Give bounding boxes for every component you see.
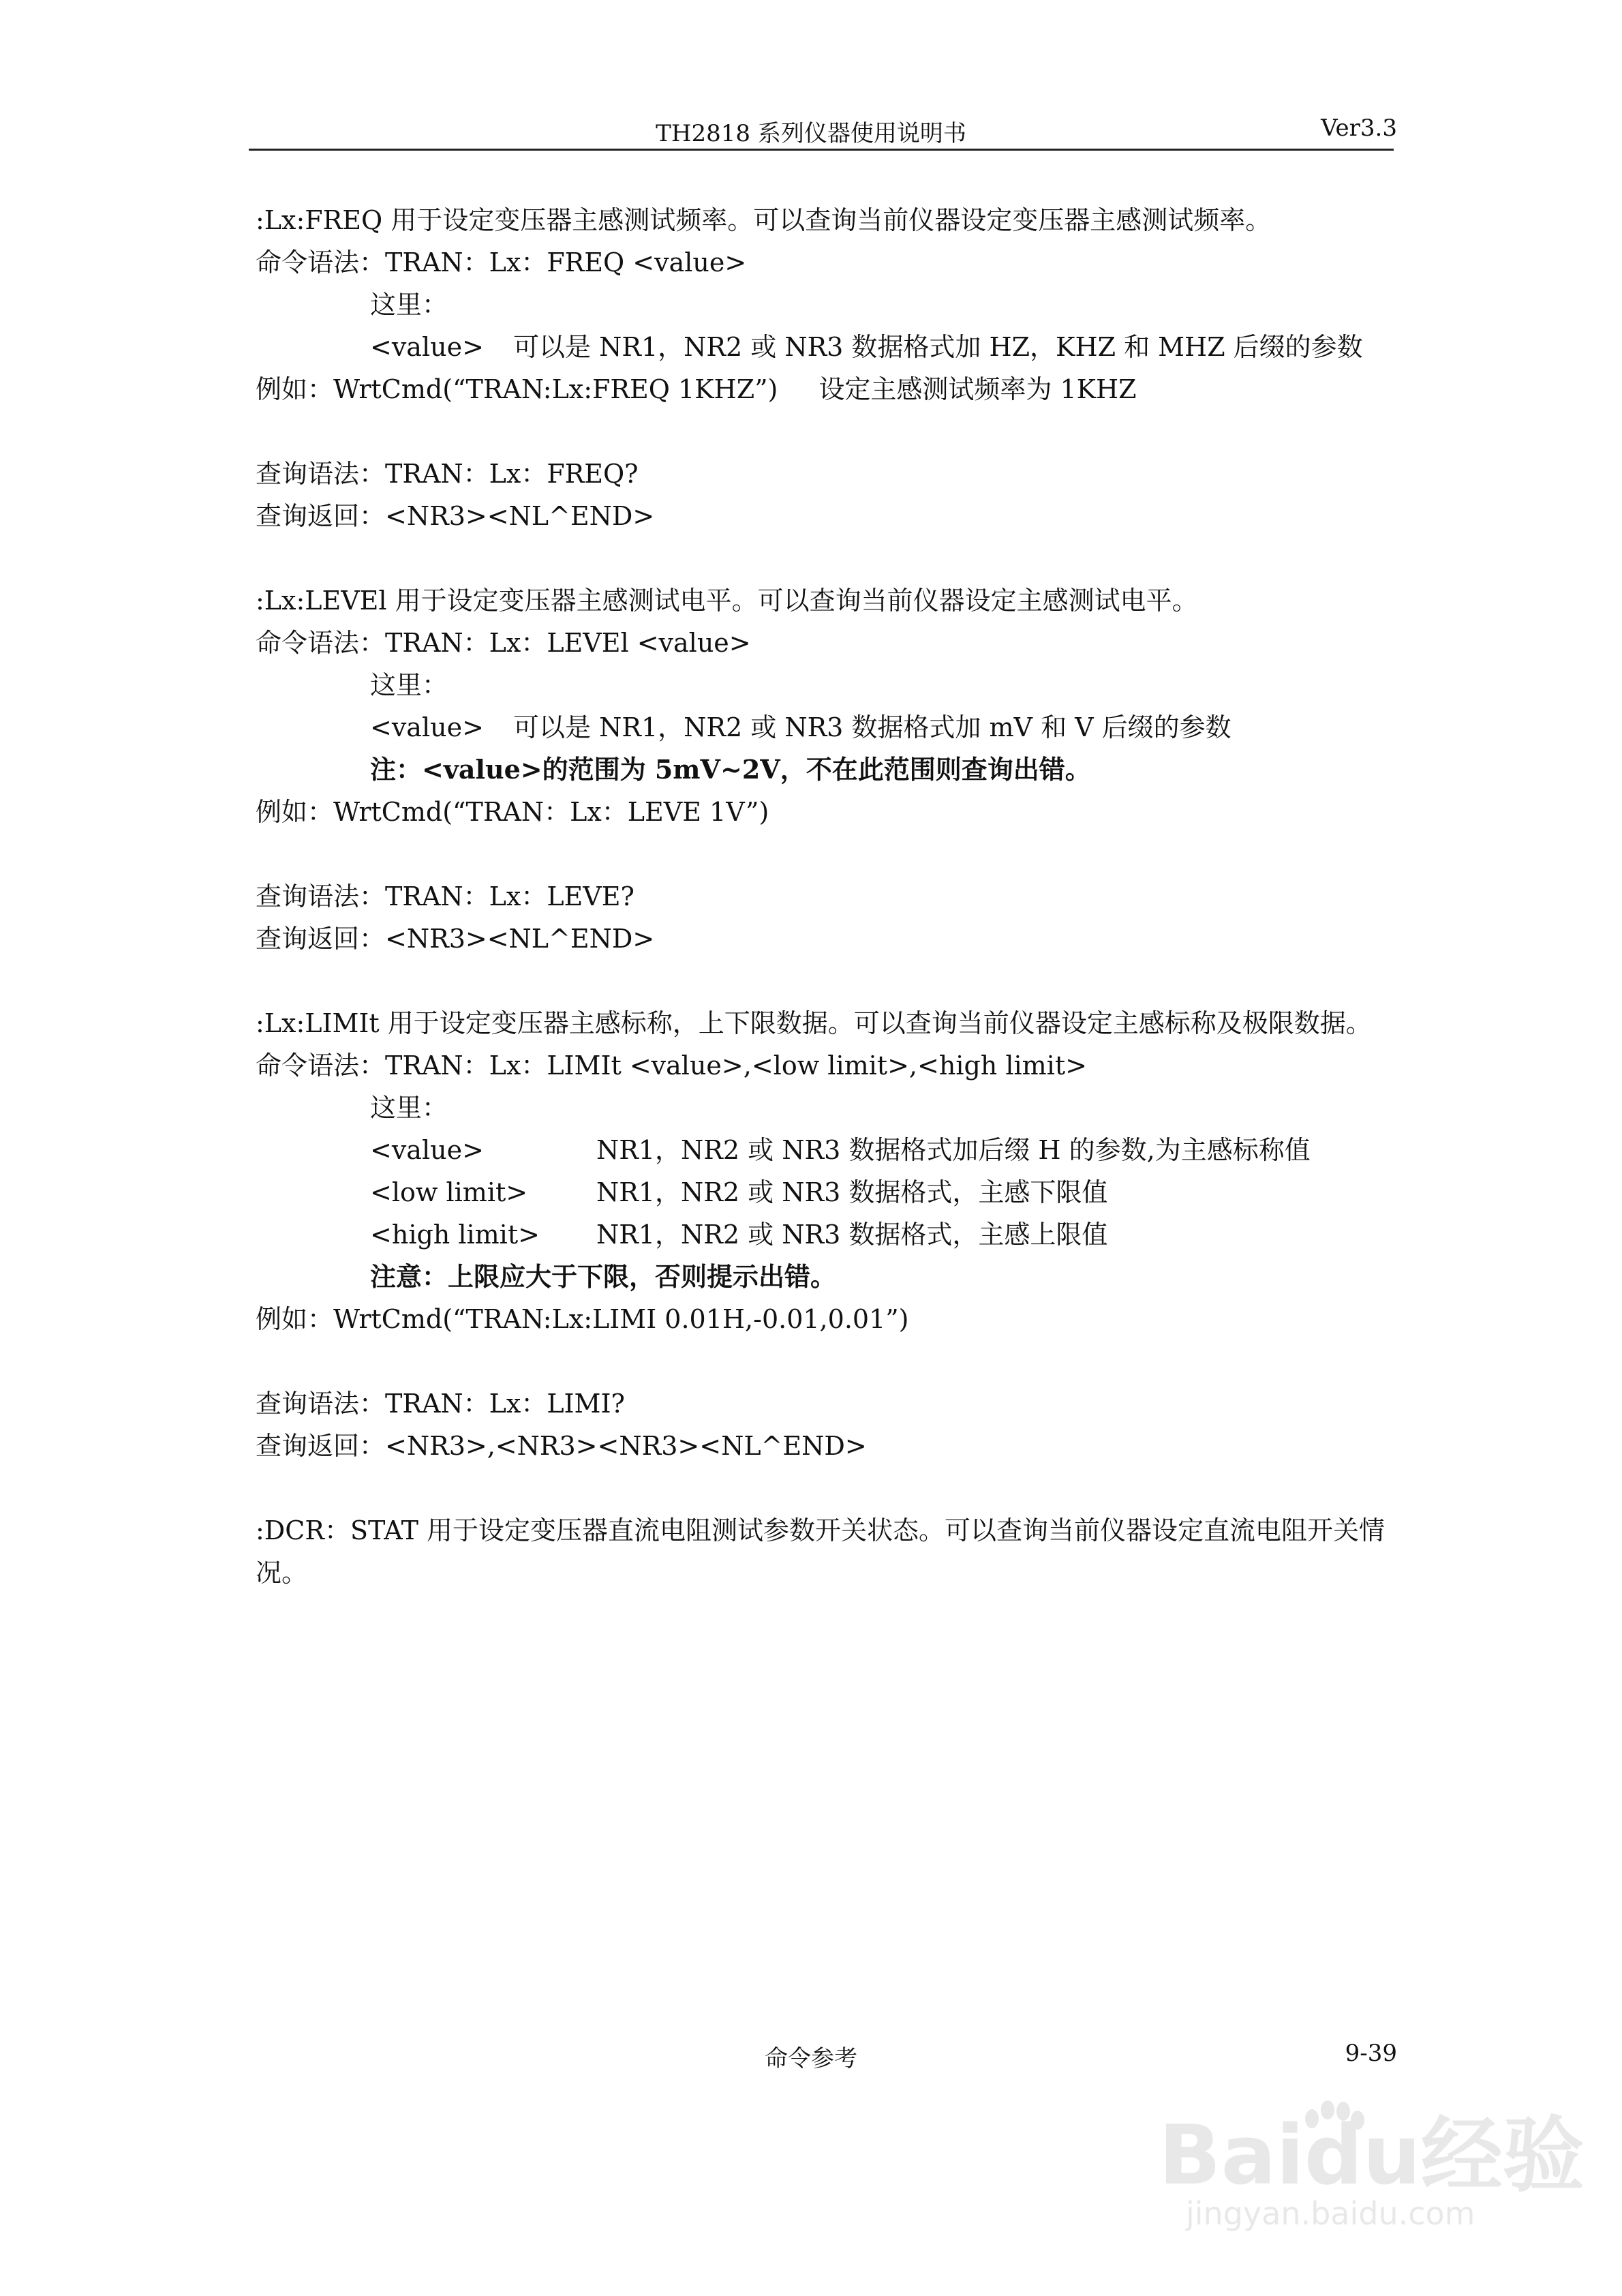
limit-syntax: 命令语法：TRAN：Lx：LIMIt <value>,<low limit>,<high limit> (256, 1051, 1087, 1081)
limit-query-syntax: 查询语法：TRAN：Lx：LIMI? (256, 1389, 625, 1419)
example-desc: 设定主感测试频率为 1KHZ (818, 374, 1137, 404)
param-desc: NR1，NR2 或 NR3 数据格式，主感下限值 (596, 1177, 1108, 1207)
footer-section: 命令参考 (765, 2045, 857, 2072)
footer-page-number: 9-39 (1345, 2040, 1397, 2067)
watermark-brand: Baidu经验 (1159, 2109, 1585, 2203)
freq-where: 这里： (370, 290, 448, 320)
param-name: <value> (370, 1135, 484, 1165)
limit-where: 这里： (370, 1093, 448, 1123)
freq-query-syntax: 查询语法：TRAN：Lx：FREQ? (256, 459, 639, 489)
baidu-watermark (1152, 2088, 1585, 2232)
param-desc: NR1，NR2 或 NR3 数据格式加后缀 H 的参数,为主感标称值 (596, 1135, 1311, 1165)
dcr-description: :DCR：STAT 用于设定变压器直流电阻测试参数开关状态。可以查询当前仪器设定直流电阻开关情况。 (256, 1515, 1386, 1588)
header-rule (249, 149, 1394, 151)
param-name: <value> (370, 712, 484, 742)
freq-description: :Lx:FREQ 用于设定变压器主感测试频率。可以查询当前仪器设定变压器主感测试频率。 (256, 205, 1272, 235)
limit-note: 注意：上限应大于下限，否则提示出错。 (370, 1261, 837, 1292)
param-name: <value> (370, 332, 484, 362)
level-description: :Lx:LEVEl 用于设定变压器主感测试电平。可以查询当前仪器设定主感测试电平。 (256, 586, 1198, 616)
param-desc: 可以是 NR1，NR2 或 NR3 数据格式加 HZ，KHZ 和 MHZ 后缀的参数 (513, 332, 1363, 362)
freq-param (256, 326, 1387, 368)
level-query-syntax: 查询语法：TRAN：Lx：LEVE? (256, 881, 634, 911)
param-desc: NR1，NR2 或 NR3 数据格式，主感上限值 (596, 1220, 1108, 1250)
limit-param-low (256, 1171, 1387, 1213)
limit-param-high (256, 1213, 1387, 1256)
watermark-url: jingyan.baidu.com (1186, 2195, 1475, 2232)
limit-query-return: 查询返回：<NR3>,<NR3><NR3><NL^END> (256, 1431, 867, 1461)
limit-param-value (256, 1129, 1387, 1171)
level-param (256, 706, 1387, 749)
param-name: <high limit> (370, 1220, 540, 1250)
freq-example (256, 368, 1387, 410)
header-title: TH2818 系列仪器使用说明书 (656, 120, 966, 147)
example-cmd: 例如：WrtCmd(“TRAN:Lx:FREQ 1KHZ”) (256, 374, 778, 404)
freq-syntax: 命令语法：TRAN：Lx：FREQ <value> (256, 247, 747, 277)
level-syntax: 命令语法：TRAN：Lx：LEVEl <value> (256, 628, 751, 658)
level-query-return: 查询返回：<NR3><NL^END> (256, 924, 655, 954)
param-name: <low limit> (370, 1177, 528, 1207)
limit-example: 例如：WrtCmd(“TRAN:Lx:LIMI 0.01H,-0.01,0.01”) (256, 1304, 909, 1334)
level-example: 例如：WrtCmd(“TRAN：Lx：LEVE 1V”) (256, 797, 769, 827)
level-note: 注：<value>的范围为 5mV~2V，不在此范围则查询出错。 (370, 754, 1091, 785)
level-where: 这里： (370, 670, 448, 700)
document-body (256, 199, 1387, 1594)
freq-query-return: 查询返回：<NR3><NL^END> (256, 501, 655, 531)
header-version: Ver3.3 (1321, 115, 1397, 142)
limit-description: :Lx:LIMIt 用于设定变压器主感标称，上下限数据。可以查询当前仪器设定主感标称及极限数据。 (256, 1008, 1372, 1038)
param-desc: 可以是 NR1，NR2 或 NR3 数据格式加 mV 和 V 后缀的参数 (513, 712, 1231, 742)
